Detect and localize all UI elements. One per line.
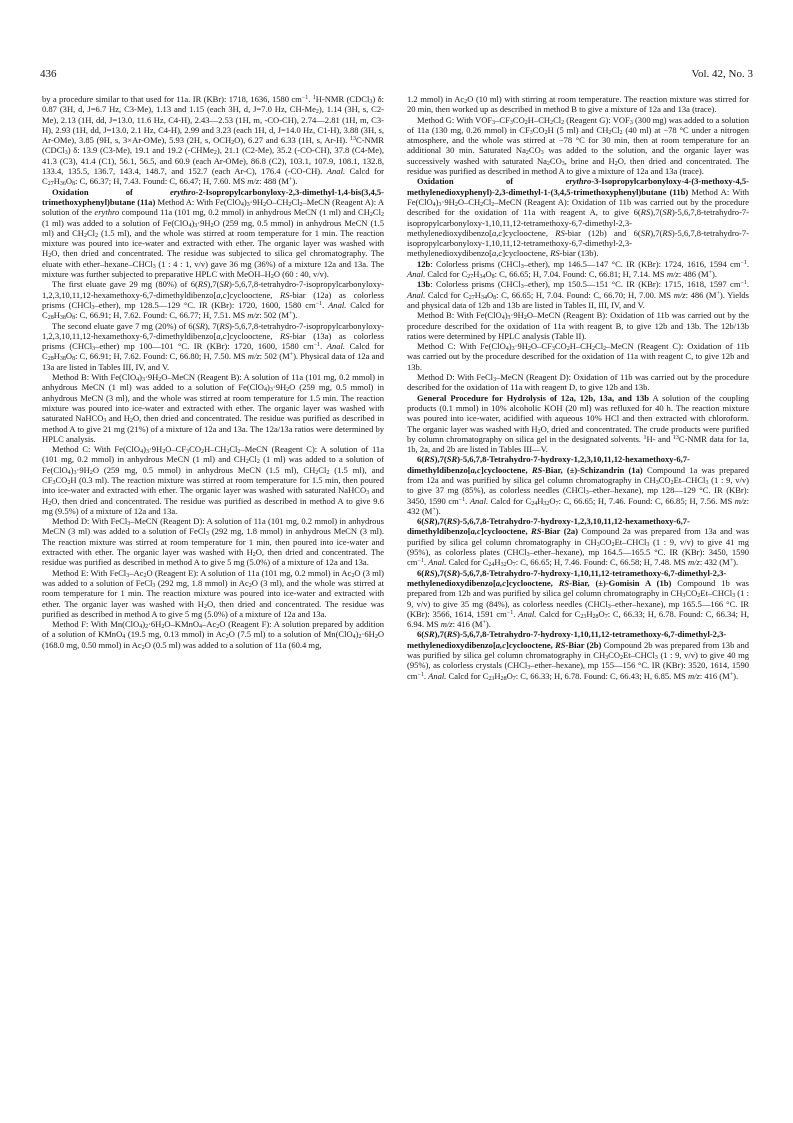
- paragraph: Method D: With FeCl3–MeCN (Reagent D): Oxidation of 11b was carried out by the procedure described for the oxidation of 11a with reagent D, to give 12b and 13b.: [407, 372, 749, 393]
- right-column: [407, 94, 749, 681]
- paragraph: The first eluate gave 29 mg (80%) of 6(RS),7(SR)-5,6,7,8-tetrahydro-7-isopropylcarbonyloxy-1,2,3,10,11,12-hexamethoxy-6,7-dimethyldibenzo[a,c]cyclooctene, RS-biar (12a) as colorless prisms (CHCl3–ether), mp 128.5—129 °C. IR (KBr): 1720, 1600, 1580 $cm^{-1}$. Anal. Calcd for C28H38O8: C, 66.91; H, 7.62. Found: C, 66.77; H, 7.51. MS m/z: 502 (M+).: [42, 279, 384, 322]
- paragraph: 6(SR),7(RS)-5,6,7,8-Tetrahydro-7-hydroxy-1,2,3,10,11,12-hexamethoxy-6,7-dimethyldibenzo[a,c]cyclooctene, RS-Biar (2a) Compound 2a was prepared from 13a and was purified by silica gel column chromatography in CH3CO2Et–CHCl3 (1 : 9, v/v) to give 41 mg (95%), as colorless plates (CHCl3–ether–hexane), mp 164.5—165.5 °C. IR (KBr): 3450, 1590 $cm^{-1}$. Anal. Calcd for C24H32O7: C, 66.65; H, 7.46. Found: C, 66.58; H, 7.48. MS m/z: 432 (M+).: [407, 516, 750, 569]
- paragraph: 6(RS),7(SR)-5,6,7,8-Tetrahydro-7-hydroxy-1,2,3,10,11,12-hexamethoxy-6,7-dimethyldibenzo[a,c]cyclooctene, RS-Biar, (±)-Schizandrin (1a) Compound 1a was prepared from 12a and was purified by silica gel column chromatography in CH3CO2Et–CHCl3 (1 : 9, v/v) to give 37 mg (85%), as colorless needles (CHCl3–ether–hexane), mp 128—129 °C. IR (KBr): 3450, 1590 $cm^{-1}$. Anal. Calcd for C24H32O7: C, 66.65; H, 7.46. Found: C, 66.85; H, 7.56. MS m/z: 432 (M+).: [407, 454, 749, 516]
- left-column: [42, 94, 384, 650]
- paragraph: Method C: With Fe(ClO4)3·9H2O–CF3CO2H–CH2Cl2–MeCN (Reagent C): A solution of 11a (101 mg, 0.2 mmol) in anhydrous MeCN (1 ml) and CH2Cl2 (1 ml) was added to a solution of Fe(ClO4)3·9H2O (259 mg, 0.5 mmol) in anhydrous MeCN (1.5 ml), CH2Cl2 (1.5 ml), and CF3CO2H (0.3 ml). The reaction mixture was stirred at room temperature for 1.5 min, then poured into ice-water and extracted with ether. The organic layer was washed with saturated NaHCO3 and H2O, then dried and concentrated. The residue was purified as described in method A to give 9.6 mg (9.5%) of a mixture of 12a and 13a.: [42, 444, 384, 516]
- paragraph: Method B: With Fe(ClO4)3·9H2O–MeCN (Reagent B): A solution of 11a (101 mg, 0.2 mmol) in anhydrous MeCN (1 ml) was added to a solution of Fe(ClO4)3·9H2O (259 mg, 0.5 mmol) in anhydrous MeCN (3 ml), and the whole was stirred at room temperature for 1.5 min. The reaction mixture was poured into ice-water and extracted with ether. The organic layer was washed with saturated NaHCO3 and H2O, then dried and concentrated. The residue was purified as described in method A to give 21 mg (21%) of a mixture of 12a and 13a. The 12a/13a ratios were determined by HPLC analysis.: [42, 372, 385, 444]
- paragraph: 13b: Colorless prisms (CHCl3–ether), mp 150.5—151 °C. IR (KBr): 1715, 1618, 1597 $cm^{-1}$. Anal. Calcd for C27H34O8: C, 66.65; H, 7.04. Found: C, 66.70; H, 7.00. MS m/z: 486 (M+). Yields and physical data of 12b and 13b are listed in Tables II, III, IV, and V.: [407, 279, 749, 310]
- journal-volume: Vol. 42, No. 3: [691, 68, 753, 80]
- paragraph: Method E: With FeCl3–Ac2O (Reagent E): A solution of 11a (101 mg, 0.2 mmol) in Ac2O (3 ml) was added to a solution of FeCl3 (292 mg, 1.8 mmol) in Ac2O (3 ml), and the whole was stirred at room temperature for 1 min. The reaction mixture was poured into ice-water and extracted with ether. The organic layer was washed with H2O, then dried and concentrated. The residue was purified as described in method A to give 5 mg (5.0%) of a mixture of 12a and 13a.: [42, 567, 384, 619]
- paragraph: General Procedure for Hydrolysis of 12a, 12b, 13a, and 13b A solution of the coupling products (0.1 mmol) in 10% alcoholic KOH (20 ml) was refluxed for 40 h. The reaction mixture was poured into ice-water, acidified with aqueous 10% HCl and then extracted with chloroform. The organic layer was washed with H2O, dried and concentrated. The crude products were purified by column chromatography on silica gel in the designated solvents. $^1$H- and $^{13}$C-NMR data for 1a, 1b, 2a, and 2b are listed in Tables III—V.: [407, 392, 749, 455]
- paragraph: Method C: With Fe(ClO4)3·9H2O–CF3CO2H–CH2Cl2–MeCN (Reagent C): Oxidation of 11b was carried out by the procedure described for the oxidation of 11a with reagent C, to give 12b and 13b.: [407, 341, 749, 372]
- page-header: [40, 68, 753, 84]
- paragraph: by a procedure similar to that used for 11a. IR (KBr): 1718, 1636, 1580 $cm^{-1}$. $^1$H-NMR (CDCl3) δ: 0.87 (3H, d, J=6.7 Hz, C3-Me), 1.13 and 1.15 (each 3H, d, J=7.0 Hz, CH-Me2), 1.14 (3H, s, C2-Me), 2.13 (1H, dd, J=13.0, 11.6 Hz, C4-H), 2.43—2.53 (1H, m, -CO-CH), 2.74—2.81 (1H, m, C3-H), 2.93 (1H, dd, J=13.0, 2.1 Hz, C4-H), 2.99 and 3.23 (each 1H, d, J=14.0 Hz, C1-H), 3.88 (3H, s, Ar-OMe), 3.85 (9H, s, 3×Ar-OMe), 5.93 (2H, s, OCH2O), 6.27 and 6.33 (1H, s, Ar-H). $^{13}$C-NMR (CDCl3) δ: 13.9 (C3-Me), 19.1 and 19.2 (-CHMe2), 21.1 (C2-Me), 35.2 (-CO-CH), 37.8 (C4-Me), 41.3 (C3), 41.4 (C1), 56.1, 56.5, and 60.9 (each Ar-OMe), 86.8 (C2), 103.1, 107.9, 108.1, 132.8, 133.4, 135.5, 136.7, 143.4, 148.7, and 152.7 (each Ar-C), 176.4 (-CO-CH). Anal. Calcd for C27H36O8: C, 66.37; H, 7.43. Found: C, 66.47; H, 7.60. MS m/z: 488 (M+).: [42, 94, 385, 188]
- paragraph: Method G: With VOF3–CF3CO2H–CH2Cl2 (Reagent G): VOF3 (300 mg) was added to a solution of 11a (130 mg, 0.26 mmol) in CF3CO2H (5 ml) and CH2Cl2 (40 ml) at −78 °C under a nitrogen atmosphere, and the whole was stirred at −78 °C for 30 min, then at room temperature for an additional 30 min. Saturated Na2CO3 was added to the solution, and the organic layer was successively washed with saturated Na2CO3, brine and H2O, then dried and concentrated. The residue was purified as described in method A to give a mixture of 12a and 13a (trace).: [407, 114, 750, 177]
- paragraph: Oxidation of erythro-2-Isopropylcarbonyloxy-2,3-dimethyl-1,4-bis(3,4,5-trimethoxyphenyl)butane (11a) Method A: With Fe(ClO4)3·9H2O–CH2Cl2–MeCN (Reagent A): A solution of the erythro compound 11a (101 mg, 0.2 mmol) in anhydrous MeCN (1 ml) and CH2Cl2 (1 ml) was added to a solution of Fe(ClO4)3·9H2O (259 mg, 0.5 mmol) in anhydrous MeCN (1.5 ml) and CH2Cl2 (1.5 ml), and the whole was stirred at room temperature for 1 min. The reaction mixture was poured into ice-water and extracted with ether. The organic layer was washed with H2O, then dried and concentrated. The residue was subjected to silica gel chromatography. The eluate with ether–hexane–CHCl3 (1 : 4 : 1, v/v) gave 36 mg (36%) of a mixture 12a and 13a. The mixture was further subjected to preparative HPLC with MeOH–H2O (60 : 40, v/v).: [42, 186, 385, 281]
- paragraph: 12b: Colorless prisms (CHCl3–ether), mp 146.5—147 °C. IR (KBr): 1724, 1616, 1594 $cm^{-1}$. Anal. Calcd for C27H34O8: C, 66.65; H, 7.04. Found: C, 66.81; H, 7.14. MS m/z: 486 (M+).: [407, 258, 749, 281]
- page-number: 436: [40, 68, 57, 80]
- paragraph: Method F: With Mn(ClO4)2·6H2O–KMnO4–Ac2O (Reagent F): A solution prepared by addition of a solution of KMnO4 (19.5 mg, 0.13 mmol) in Ac2O (7.5 ml) to a solution of Mn(ClO4)2·6H2O (168.0 mg, 0.50 mmol) in Ac2O (0.5 ml) was added to a solution of 11a (60.4 mg,: [42, 619, 385, 651]
- paragraph: Oxidation of erythro-3-Isopropylcarbonyloxy-4-(3-methoxy-4,5-methylenedioxyphenyl)-2,3-dimethyl-1-(3,4,5-trimethoxyphenyl)butane (11b) Method A: With Fe(ClO4)3·9H2O–CH2Cl2–MeCN (Reagent A): Oxidation of 11b was carried out by the procedure described for the oxidation of 11a with reagent A, to give 6(RS),7(SR)-5,6,7,8-tetrahydro-7-isopropylcarbonyloxy-1,10,11,12-tetramethoxy-6,7-dimethyl-2,3-methylenedioxydibenzo[a,c]cyclooctene, RS-biar (12b) and 6(SR),7(RS)-5,6,7,8-tetrahydro-7-isopropylcarbonyloxy-1,10,11,12-tetramethoxy-6,7-dimethyl-2,3-methylenedioxydibenzo[a,c]cyclooctene, RS-biar (13b).: [407, 176, 749, 259]
- paragraph: 6(SR),7(RS)-5,6,7,8-Tetrahydro-7-hydroxy-1,10,11,12-tetramethoxy-6,7-dimethyl-2,3-methylenedioxydibenzo[a,c]cyclooctene, RS-Biar (2b) Compound 2b was prepared from 13b and was purified by silica gel column chromatography in CH3CO2Et–CHCl3 (1 : 9, v/v) to give 40 mg (95%), as colorless crystals (CHCl3–ether–hexane), mp 155—156 °C. IR (KBr): 3520, 1614, 1590 $cm^{-1}$. Anal. Calcd for C23H28O7: C, 66.33; H, 6.78. Found: C, 66.43; H, 6.85. MS m/z: 416 (M+).: [407, 629, 749, 682]
- paragraph: The second eluate gave 7 mg (20%) of 6(SR), 7(RS)-5,6,7,8-tetrahydro-7-isopropylcarbonyloxy-1,2,3,10,11,12-hexamethoxy-6,7-dimethyldibenzo[a,c]cyclooctene, RS-biar (13a) as colorless prisms (CHCl3–ether) mp 100—101 °C. IR (KBr): 1720, 1600, 1580 $cm^{-1}$. Anal. Calcd for C28H38O8: C, 66.91; H, 7.62. Found: C, 66.80; H, 7.50. MS m/z: 502 (M+). Physical data of 12a and 13a are listed in Tables III, IV, and V.: [42, 320, 385, 372]
- paragraph: 6(RS),7(SR)-5,6,7,8-Tetrahydro-7-hydroxy-1,10,11,12-tetramethoxy-6,7-dimethyl-2,3-methylenedioxydibenzo[a,c]cyclooctene, RS-Biar, (±)-Gomisin A (1b) Compound 1b was prepared from 12b and was purified by silica gel column chromatography in CH3CO2Et–CHCl3 (1 : 9, v/v) to give 35 mg (84%), as colorless needles (CHCl3–ether–hexane), mp 165.5—166 °C. IR (KBr): 3566, 1614, 1591 $cm^{-1}$. Anal. Calcd for C23H28O7: C, 66.33; H, 6.78. Found: C, 66.34; H, 6.94. MS m/z: 416 (M+).: [407, 567, 750, 630]
- paragraph: Method D: With FeCl3–MeCN (Reagent D): A solution of 11a (101 mg, 0.2 mmol) in anhydrous MeCN (3 ml) was added to a solution of FeCl3 (292 mg, 1.8 mmol) in anhydrous MeCN (3 ml). The reaction mixture was stirred at room temperature for 1 min, then poured into ice-water and extracted with ether. The organic layer was washed with H2O, then dried and concentrated. The residue was purified as described in method A to give 5 mg (5.0%) of a mixture of 12a and 13a.: [42, 516, 384, 568]
- paragraph: Method B: With Fe(ClO4)3·9H2O–MeCN (Reagent B): Oxidation of 11b was carried out by the procedure described for the oxidation of 11a with reagent B, to give 12b and 13b. The 12b/13b ratios were determined by HPLC analysis (Table II).: [407, 310, 750, 341]
- paragraph: 1.2 mmol) in Ac2O (10 ml) with stirring at room temperature. The reaction mixture was stirred for 20 min, then worked up as described in method B to give a mixture of 12a and 13a (trace).: [407, 94, 749, 115]
